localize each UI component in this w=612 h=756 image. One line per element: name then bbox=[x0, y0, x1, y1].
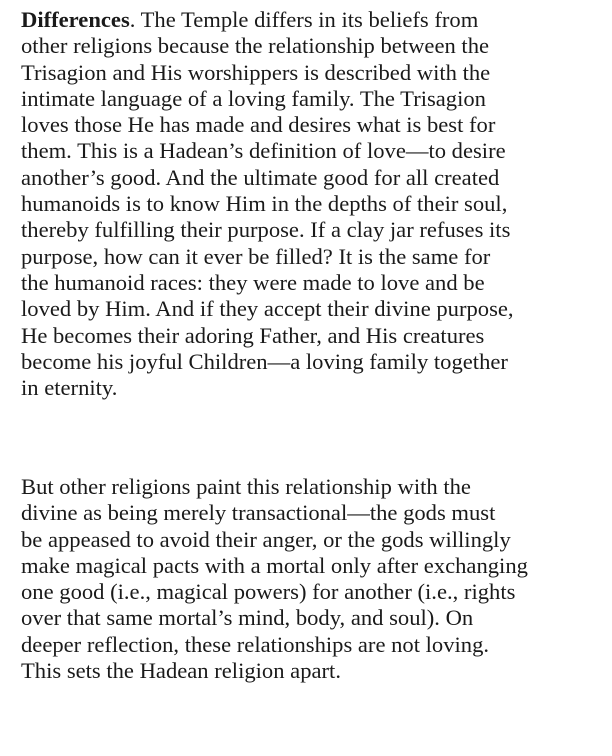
paragraph-line: deeper reflection, these relationships are not loving. bbox=[21, 631, 490, 657]
paragraph-line: other religions because the relationship between the bbox=[21, 33, 490, 59]
paragraph-line: But other religions paint this relationship with the bbox=[21, 474, 471, 499]
section-lead-term: Differences bbox=[21, 7, 130, 32]
paragraph-line: thereby fulfilling their purpose. If a clay jar refuses its bbox=[21, 217, 511, 243]
paragraph-line: He becomes their adoring Father, and His creatures bbox=[21, 322, 485, 348]
paragraph-line: another’s good. And the ultimate good for all created bbox=[21, 164, 500, 190]
paragraph-line: divine as being merely transactional—the gods must bbox=[21, 500, 496, 526]
paragraph-line: intimate language of a loving family. The Trisagion bbox=[21, 85, 486, 111]
paragraph-line: over that same mortal’s mind, body, and soul). On bbox=[21, 605, 474, 631]
paragraph-line: the humanoid races: they were made to love and be bbox=[21, 269, 485, 295]
paragraph-line: Trisagion and His worshippers is described with the bbox=[21, 59, 491, 85]
paragraph-line: loves those He has made and desires what is best for bbox=[21, 112, 496, 138]
paragraph-line: make magical pacts with a mortal only after exchanging bbox=[21, 552, 528, 578]
paragraph-line: loved by Him. And if they accept their divine purpose, bbox=[21, 296, 514, 322]
paragraph-line: purpose, how can it ever be filled? It is the same for bbox=[21, 243, 491, 269]
paragraph-other-religions bbox=[21, 474, 528, 684]
paragraph-line: in eternity. bbox=[21, 375, 118, 401]
paragraph-text: . The Temple differs in its beliefs from bbox=[129, 7, 479, 32]
paragraph-line: humanoids is to know Him in the depths of their soul, bbox=[21, 191, 508, 217]
paragraph-line bbox=[21, 7, 514, 33]
paragraph-line: become his joyful Children—a loving family together bbox=[21, 348, 508, 374]
paragraph-line: one good (i.e., magical powers) for another (i.e., rights bbox=[21, 579, 516, 605]
paragraph-line: be appeased to avoid their anger, or the gods willingly bbox=[21, 526, 511, 552]
paragraph-differences bbox=[21, 7, 514, 401]
paragraph-line: This sets the Hadean religion apart. bbox=[21, 658, 341, 684]
paragraph-line: them. This is a Hadean’s definition of love—to desire bbox=[21, 138, 506, 164]
